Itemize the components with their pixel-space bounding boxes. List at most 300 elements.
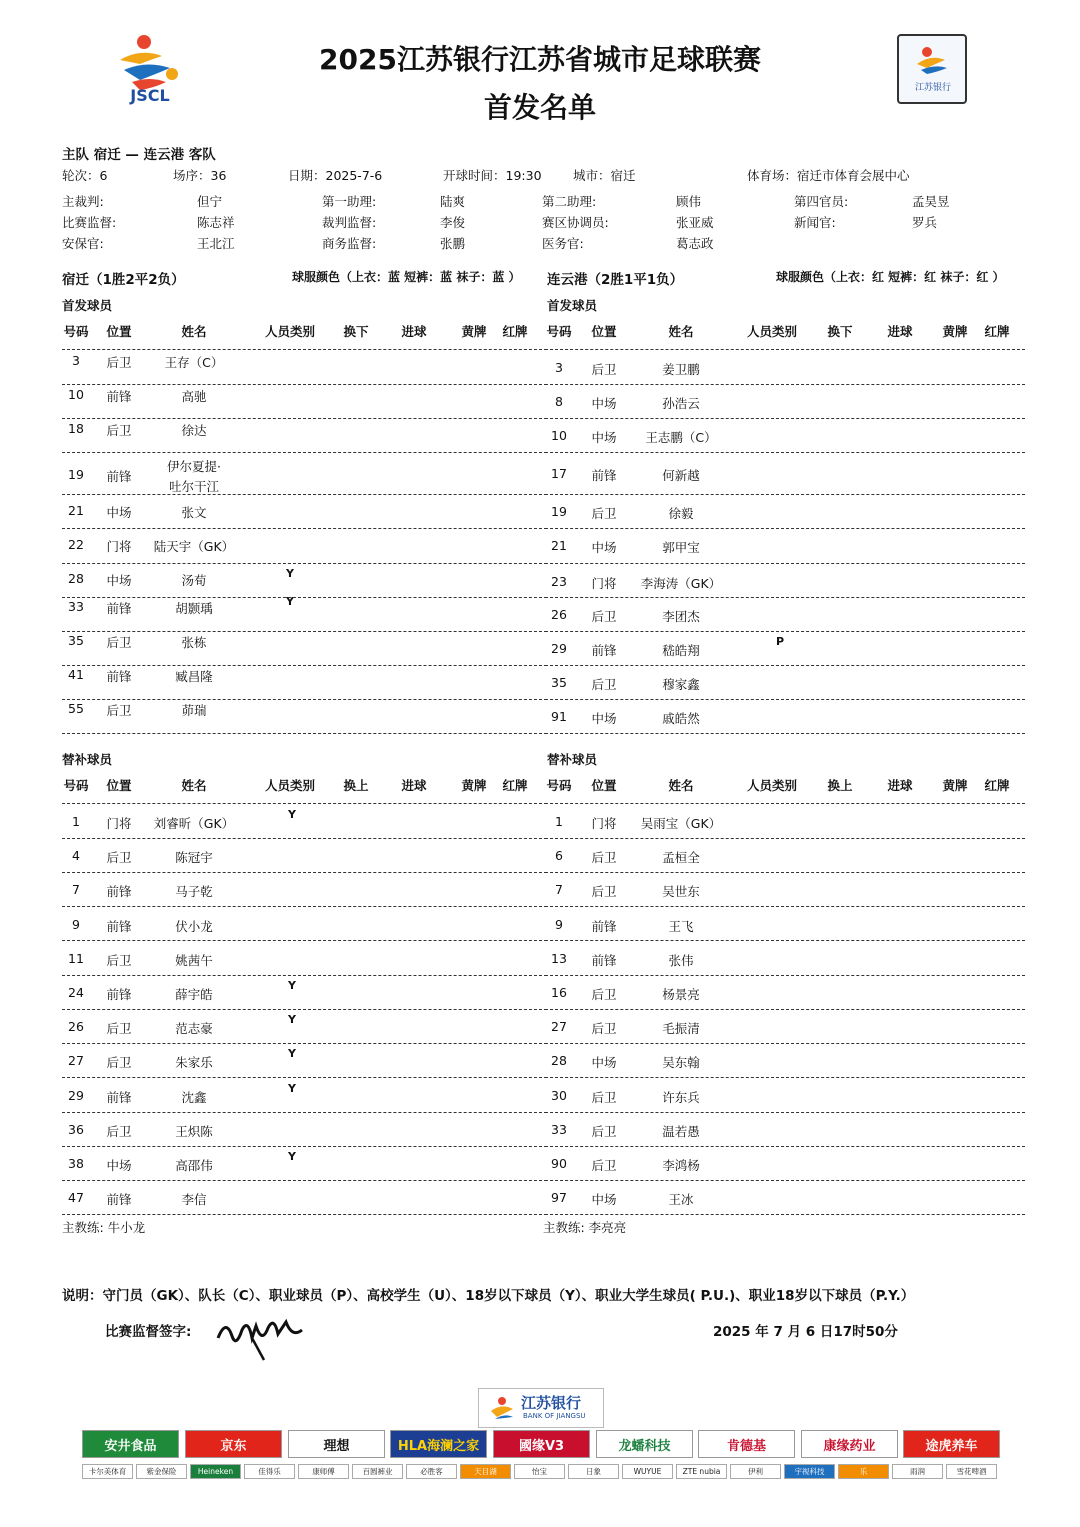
away-sub-number: 13 [551,951,567,966]
home-sub-category: Y [288,1047,296,1060]
official-role: 裁判监督: [322,215,377,230]
home-sub-number: 1 [72,814,80,829]
home-sub-number: 24 [68,985,84,1000]
official-role: 第二助理: [542,194,597,209]
official-role: 主裁判: [62,194,104,209]
official-name: 李俊 [440,215,466,230]
home-player-position: 前锋 [106,601,132,616]
away-player-number: 26 [551,607,567,622]
away-sub-name: 吴雨宝（GK） [640,816,722,831]
away-sub-position: 中场 [591,1192,617,1207]
home-sub-position: 门将 [106,816,132,831]
sponsor-logo-small: 伊利 [730,1464,781,1479]
away-player-name: 李海涛（GK） [640,576,722,591]
home-sub-position: 前锋 [106,919,132,934]
away-sub-name: 王飞 [668,919,694,934]
official-name: 张鹏 [440,236,466,251]
away-player-name: 郭甲宝 [662,540,700,555]
row-divider [62,1214,547,1215]
home-team-name: 宿迁（1胜2平2负） [62,272,185,288]
home-sub-name: 伏小龙 [175,919,213,934]
away-player-name: 孙浩云 [662,396,700,411]
sponsor-logo: 理想 [288,1430,385,1458]
home-sub-position: 后卫 [106,1124,132,1139]
official-role: 比赛监督: [62,215,117,230]
row-divider [545,1043,1025,1044]
row-divider [62,1043,547,1044]
row-divider [545,1077,1025,1078]
official-name: 葛志政 [676,236,714,251]
away-player-number: 10 [551,428,567,443]
away-player-number: 91 [551,709,567,724]
row-divider [62,906,547,907]
page-subtitle: 首发名单 [483,91,596,124]
row-divider [545,1112,1025,1113]
home-sub-name: 姚茜午 [175,953,213,968]
sponsor-logo-small: 乐 [838,1464,889,1479]
sponsor-logo: 國缘V3 [493,1430,590,1458]
home-sub-position: 前锋 [106,1090,132,1105]
home-player-name: 高驰 [181,389,207,404]
row-divider [62,1146,547,1147]
row-divider [62,872,547,873]
official-role: 第一助理: [322,194,377,209]
home-col-header: 姓名 [181,324,207,339]
page-title: 2025江苏银行江苏省城市足球联赛 [319,43,761,76]
away-player-number: 35 [551,675,567,690]
home-sub-name: 李信 [181,1192,207,1207]
official-name: 罗兵 [912,215,938,230]
away-sub-name: 吴东翰 [662,1055,700,1070]
row-divider [62,418,547,419]
bank-name: 江苏银行 [521,1394,582,1412]
home-player-name: 胡颢瑀 [175,601,213,616]
official-role: 安保官: [62,236,104,251]
away-col-header: 红牌 [984,778,1010,793]
city: 城市：宿迁 [573,168,636,183]
away-sub-name: 李鸿杨 [662,1158,700,1173]
handwritten-signature [212,1308,308,1368]
sponsor-logo-small: 必胜客 [406,1464,457,1479]
away-player-position: 中场 [591,711,617,726]
home-col-header: 换下 [343,324,369,339]
home-sub-name: 薛宇皓 [175,987,213,1002]
away-sub-name: 孟桓全 [662,850,700,865]
row-divider [62,940,547,941]
row-divider [62,1009,547,1010]
home-sub-name: 陈冠宇 [175,850,213,865]
home-col-header: 人员类别 [264,778,315,793]
home-col-header: 位置 [106,778,132,793]
row-divider [545,872,1025,873]
row-divider [545,597,1025,598]
away-player-name: 嵇皓翔 [662,643,700,658]
home-player-name: 伊尔夏提· 吐尔干江 [167,459,221,494]
away-player-name: 姜卫鹏 [662,362,700,377]
home-sub-number: 47 [68,1190,84,1205]
away-sub-position: 前锋 [591,953,617,968]
away-player-category: P [775,635,785,648]
home-col-header: 换上 [343,778,369,793]
official-name: 张亚威 [676,215,714,230]
home-player-number: 10 [68,387,84,402]
home-sub-name: 马子乾 [175,884,213,899]
home-sub-name: 沈鑫 [181,1090,207,1105]
sponsor-logo: 京东 [185,1430,282,1458]
round: 轮次：6 [62,168,108,183]
sponsor-logo: HLA海澜之家 [390,1430,487,1458]
away-sub-number: 33 [551,1122,567,1137]
home-coach: 主教练: 牛小龙 [62,1220,146,1235]
away-player-name: 李团杰 [662,609,700,624]
official-name: 陆爽 [440,194,466,209]
home-sub-number: 9 [72,917,80,932]
home-sub-number: 27 [68,1053,84,1068]
away-player-name: 王志鹏（C） [645,430,717,445]
row-divider [62,699,547,700]
row-divider [545,940,1025,941]
row-divider [62,1112,547,1113]
away-sub-name: 杨景亮 [662,987,700,1002]
row-divider [62,975,547,976]
home-sub-position: 后卫 [106,850,132,865]
row-divider [545,631,1025,632]
home-sub-name: 范志豪 [175,1021,213,1036]
home-player-position: 后卫 [106,703,132,718]
row-divider [545,349,1025,350]
away-col-header: 号码 [546,778,572,793]
home-col-header: 黄牌 [461,324,487,339]
bank-badge-text: 江苏银行 [914,83,951,93]
home-player-position: 中场 [106,573,132,588]
away-sub-position: 后卫 [591,884,617,899]
sponsor-logo-small: 怡宝 [514,1464,565,1479]
away-player-number: 17 [551,466,567,481]
away-col-header: 位置 [591,324,617,339]
away-col-header: 姓名 [668,324,694,339]
home-col-header: 位置 [106,324,132,339]
official-name: 王北江 [197,236,235,251]
home-player-number: 21 [68,503,84,518]
sponsor-logo-small: 日象 [568,1464,619,1479]
official-name: 顾伟 [676,194,702,209]
row-divider [545,1009,1025,1010]
away-sub-position: 后卫 [591,987,617,1002]
home-col-header: 人员类别 [264,324,315,339]
away-kit-colors: 球服颜色（上衣：红 短裤：红 袜子：红 ） [776,270,1005,284]
home-player-name: 臧昌隆 [175,669,213,684]
away-player-name: 徐毅 [668,506,694,521]
bank-name-en: BANK OF JIANGSU [523,1412,586,1420]
sponsor-logo: 途虎养车 [903,1430,1000,1458]
away-sub-number: 16 [551,985,567,1000]
sponsor-logo-small: 宇视科技 [784,1464,835,1479]
home-player-position: 前锋 [106,469,132,484]
home-sub-category: Y [288,979,296,992]
home-col-header: 号码 [63,324,89,339]
row-divider [545,803,1025,804]
away-col-header: 换下 [827,324,853,339]
sponsor-logo-small: 雪花啤酒 [946,1464,997,1479]
away-col-header: 人员类别 [746,324,797,339]
row-divider [545,838,1025,839]
home-player-name: 汤荀 [181,573,207,588]
away-sub-position: 后卫 [591,1021,617,1036]
sponsor-logo-small: 卡尔美体育 [82,1464,133,1479]
home-sub-category: Y [288,1013,296,1026]
away-sub-position: 后卫 [591,1124,617,1139]
away-col-header: 换上 [827,778,853,793]
away-subs-label: 替补球员 [547,752,598,767]
signature-date: 2025 年 7 月 6 日17时50分 [713,1324,898,1340]
away-player-position: 中场 [591,430,617,445]
home-player-number: 22 [68,537,84,552]
home-player-name: 徐达 [181,423,207,438]
sponsor-logo-small: 佳得乐 [244,1464,295,1479]
home-player-number: 3 [72,353,80,368]
row-divider [545,906,1025,907]
away-sub-name: 吴世东 [662,884,700,899]
sponsor-logo: 安井食品 [82,1430,179,1458]
away-col-header: 黄牌 [942,324,968,339]
away-sub-position: 前锋 [591,919,617,934]
row-divider [545,494,1025,495]
away-sub-number: 97 [551,1190,567,1205]
home-player-number: 33 [68,599,84,614]
official-role: 第四官员: [794,194,849,209]
row-divider [545,452,1025,453]
home-player-number: 41 [68,667,84,682]
away-col-header: 位置 [591,778,617,793]
away-col-header: 进球 [887,778,913,793]
home-player-number: 18 [68,421,84,436]
away-sub-number: 30 [551,1088,567,1103]
official-name: 孟昊昱 [912,194,950,209]
row-divider [62,665,547,666]
home-player-number: 35 [68,633,84,648]
away-col-header: 号码 [546,324,572,339]
official-role: 赛区协调员: [542,215,609,230]
away-sub-position: 后卫 [591,850,617,865]
home-player-name: 王存（C） [164,355,224,370]
away-sub-number: 28 [551,1053,567,1068]
away-player-number: 8 [555,394,563,409]
home-col-header: 黄牌 [461,778,487,793]
away-player-position: 后卫 [591,609,617,624]
kickoff-time: 开球时间：19:30 [443,168,542,183]
official-name: 但宁 [197,194,223,209]
away-sub-name: 毛振清 [662,1021,700,1036]
home-sub-number: 4 [72,848,80,863]
home-sub-position: 前锋 [106,1192,132,1207]
signature-label: 比赛监督签字: [105,1324,192,1340]
legend-note: 说明：守门员（GK）、队长（C）、职业球员（P）、高校学生（U）、18岁以下球员（Y）、职业大学生球员( P.U.)、职业18岁以下球员（P.Y.） [62,1288,915,1304]
home-sub-position: 后卫 [106,1055,132,1070]
row-divider [62,631,547,632]
home-col-header: 红牌 [502,778,528,793]
away-player-position: 中场 [591,540,617,555]
jscl-logo-text: JSCL [130,86,170,105]
away-team-name: 连云港（2胜1平1负） [547,272,684,288]
official-role: 医务官: [542,236,584,251]
sponsor-logo-small: ZTE nubia [676,1464,727,1479]
sponsor-logo: 康缘药业 [801,1430,898,1458]
official-name: 陈志祥 [197,215,235,230]
away-player-position: 前锋 [591,643,617,658]
sponsor-logo-small: 紫金保险 [136,1464,187,1479]
home-player-number: 19 [68,467,84,482]
away-sub-number: 6 [555,848,563,863]
away-sub-number: 90 [551,1156,567,1171]
sponsor-logo-small: 百圆裤业 [352,1464,403,1479]
row-divider [62,528,547,529]
away-player-number: 23 [551,574,567,589]
home-player-name: 张栋 [181,635,207,650]
away-sub-position: 中场 [591,1055,617,1070]
home-col-header: 进球 [401,324,427,339]
home-sub-position: 前锋 [106,884,132,899]
home-sub-number: 26 [68,1019,84,1034]
away-starting-label: 首发球员 [547,298,598,313]
home-sub-position: 中场 [106,1158,132,1173]
row-divider [545,563,1025,564]
row-divider [62,563,547,564]
home-sub-number: 11 [68,951,84,966]
away-player-position: 中场 [591,396,617,411]
home-sub-position: 前锋 [106,987,132,1002]
home-sub-name: 朱家乐 [175,1055,213,1070]
home-sub-category: Y [288,1150,296,1163]
away-sub-number: 7 [555,882,563,897]
sponsor-logo-small: WUYUE [622,1464,673,1479]
away-sub-position: 后卫 [591,1090,617,1105]
home-player-position: 前锋 [106,669,132,684]
home-sub-name: 王炽陈 [175,1124,213,1139]
teams-line: 主队 宿迁 — 连云港 客队 [62,147,216,163]
row-divider [545,975,1025,976]
sponsor-logo-small: 雨润 [892,1464,943,1479]
row-divider [62,452,547,453]
away-player-number: 3 [555,360,563,375]
home-player-number: 55 [68,701,84,716]
home-player-name: 陆天宇（GK） [153,539,235,554]
row-divider [62,1077,547,1078]
away-sub-name: 王冰 [668,1192,694,1207]
away-player-name: 戚皓然 [662,711,700,726]
away-sub-position: 门将 [591,816,617,831]
sponsor-logo: 龙蟠科技 [596,1430,693,1458]
sponsor-logo-small: 康师傅 [298,1464,349,1479]
away-sub-position: 后卫 [591,1158,617,1173]
home-sub-name: 刘睿昕（GK） [153,816,235,831]
venue: 体育场：宿迁市体育会展中心 [747,168,910,183]
row-divider [545,1180,1025,1181]
match-number: 场序：36 [173,168,227,183]
away-col-header: 人员类别 [746,778,797,793]
home-col-header: 姓名 [181,778,207,793]
sponsor-logo-small: Heineken [190,1464,241,1479]
home-player-position: 后卫 [106,635,132,650]
home-kit-colors: 球服颜色（上衣：蓝 短裤：蓝 袜子：蓝 ） [292,270,521,284]
away-sub-name: 许东兵 [662,1090,700,1105]
home-sub-position: 后卫 [106,1021,132,1036]
row-divider [62,733,547,734]
row-divider [545,418,1025,419]
sponsor-logo: 肯德基 [698,1430,795,1458]
home-subs-label: 替补球员 [62,752,113,767]
home-col-header: 号码 [63,778,89,793]
away-col-header: 红牌 [984,324,1010,339]
home-player-position: 中场 [106,505,132,520]
away-player-position: 后卫 [591,506,617,521]
home-sub-number: 36 [68,1122,84,1137]
row-divider [62,384,547,385]
row-divider [545,733,1025,734]
sponsor-logo-small: 天目湖 [460,1464,511,1479]
row-divider [545,699,1025,700]
away-player-number: 19 [551,504,567,519]
row-divider [545,1214,1025,1215]
row-divider [545,665,1025,666]
home-sub-category: Y [288,808,296,821]
away-coach: 主教练: 李亮亮 [543,1220,627,1235]
home-sub-position: 后卫 [106,953,132,968]
row-divider [62,838,547,839]
home-sub-name: 高邵伟 [175,1158,213,1173]
row-divider [62,597,547,598]
away-player-position: 门将 [591,576,617,591]
away-col-header: 姓名 [668,778,694,793]
match-date: 日期：2025-7-6 [288,168,383,183]
row-divider [545,1146,1025,1147]
row-divider [62,803,547,804]
away-player-position: 后卫 [591,362,617,377]
home-sub-number: 38 [68,1156,84,1171]
home-sub-number: 29 [68,1088,84,1103]
away-player-position: 前锋 [591,468,617,483]
home-starting-label: 首发球员 [62,298,113,313]
home-sub-number: 7 [72,882,80,897]
row-divider [545,528,1025,529]
away-sub-name: 张伟 [668,953,694,968]
row-divider [62,494,547,495]
away-player-name: 何新越 [662,468,700,483]
away-player-position: 后卫 [591,677,617,692]
away-sub-number: 1 [555,814,563,829]
row-divider [62,349,547,350]
home-player-position: 后卫 [106,355,132,370]
official-role: 商务监督: [322,236,377,251]
home-player-category: Y [286,567,294,580]
away-col-header: 进球 [887,324,913,339]
home-col-header: 进球 [401,778,427,793]
away-sub-number: 27 [551,1019,567,1034]
away-sub-name: 温若愚 [662,1124,700,1139]
away-player-number: 29 [551,641,567,656]
home-col-header: 红牌 [502,324,528,339]
home-player-position: 前锋 [106,389,132,404]
home-player-position: 后卫 [106,423,132,438]
bank-of-jiangsu-logo [478,1388,604,1428]
away-player-name: 穆家鑫 [662,677,700,692]
official-role: 新闻官: [794,215,836,230]
home-player-name: 茆瑞 [181,703,207,718]
home-player-name: 张文 [181,505,207,520]
home-player-category: Y [286,595,294,608]
home-sub-category: Y [288,1082,296,1095]
away-col-header: 黄牌 [942,778,968,793]
home-player-position: 门将 [106,539,132,554]
